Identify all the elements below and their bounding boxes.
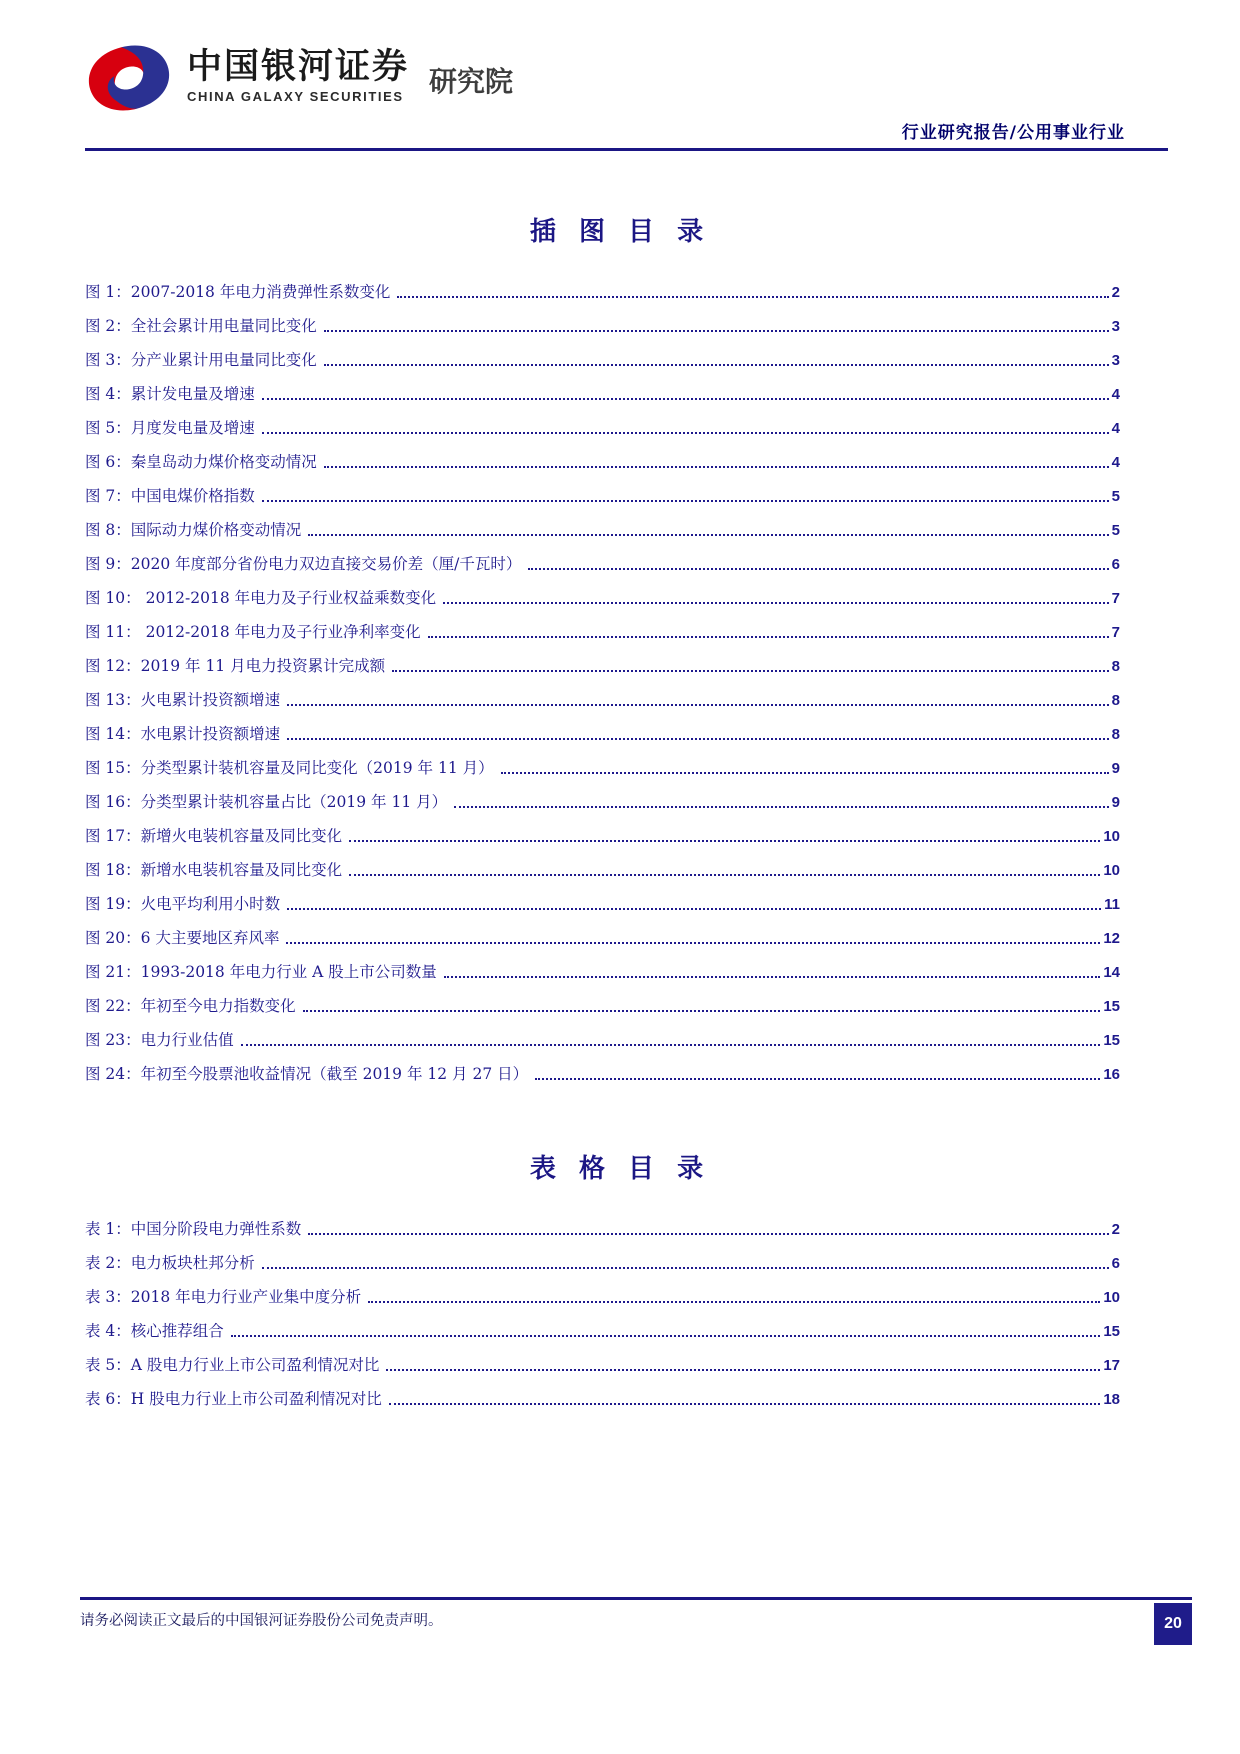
toc-entry-label: 图 1：2007-2018 年电力消费弹性系数变化	[85, 283, 391, 302]
toc-leader-dots	[392, 670, 1109, 672]
toc-entry[interactable]	[85, 812, 1120, 846]
toc-leader-dots	[368, 1301, 1100, 1303]
toc-entry-page: 15	[1103, 1032, 1120, 1049]
page-footer	[80, 1597, 1192, 1645]
toc-entry-label: 图 6：秦皇岛动力煤价格变动情况	[85, 453, 317, 472]
toc-entry-page: 4	[1111, 386, 1120, 403]
toc-entry-page: 7	[1111, 590, 1120, 607]
toc-leader-dots	[349, 840, 1100, 842]
toc-entry-page: 5	[1111, 488, 1120, 505]
report-type-label: 行业研究报告/公用事业行业	[901, 123, 1125, 143]
toc-entry-page: 11	[1104, 896, 1120, 913]
toc-entry[interactable]	[85, 438, 1120, 472]
toc-entry-page: 16	[1103, 1066, 1120, 1083]
toc-entry-page: 4	[1111, 420, 1120, 437]
toc-entry[interactable]	[85, 846, 1120, 880]
toc-entry-page: 5	[1111, 522, 1120, 539]
toc-entry-page: 18	[1103, 1391, 1120, 1408]
toc-entry-page: 10	[1103, 862, 1120, 879]
toc-entry-page: 9	[1111, 794, 1120, 811]
toc-leader-dots	[528, 568, 1108, 570]
toc-leader-dots	[324, 466, 1109, 468]
toc-entry-page: 2	[1111, 284, 1120, 301]
toc-entry-label: 图 17：新增火电装机容量及同比变化	[85, 827, 343, 846]
toc-entry-page: 8	[1111, 726, 1120, 743]
toc-entry-label: 表 3：2018 年电力行业产业集中度分析	[85, 1288, 362, 1307]
toc-leader-dots	[262, 500, 1109, 502]
toc-entry-label: 图 24：年初至今股票池收益情况（截至 2019 年 12 月 27 日）	[85, 1065, 529, 1084]
page-header	[0, 0, 1240, 151]
toc-entry[interactable]	[85, 914, 1120, 948]
toc-entry-label: 图 7：中国电煤价格指数	[85, 487, 255, 506]
toc-leader-dots	[231, 1335, 1101, 1337]
brand-suffix: 研究院	[429, 66, 514, 97]
toc-entry[interactable]	[85, 540, 1120, 574]
toc-entry-page: 3	[1111, 318, 1120, 335]
toc-entry[interactable]	[85, 336, 1120, 370]
toc-entry[interactable]	[85, 370, 1120, 404]
toc-leader-dots	[308, 1233, 1108, 1235]
toc-entry-label: 图 22：年初至今电力指数变化	[85, 997, 296, 1016]
toc-entry-page: 9	[1111, 760, 1120, 777]
toc-entry-label: 图 13：火电累计投资额增速	[85, 691, 281, 710]
toc-entry[interactable]	[85, 302, 1120, 336]
toc-entry-page: 7	[1111, 624, 1120, 641]
brand	[85, 42, 1168, 118]
toc-entry[interactable]	[85, 1307, 1120, 1341]
toc-leader-dots	[303, 1010, 1101, 1012]
toc-leader-dots	[386, 1369, 1100, 1371]
toc-leader-dots	[287, 738, 1109, 740]
toc-entry[interactable]	[85, 744, 1120, 778]
toc-entry-page: 8	[1111, 692, 1120, 709]
toc-entry-label: 图 18：新增水电装机容量及同比变化	[85, 861, 343, 880]
toc-leader-dots	[349, 874, 1100, 876]
toc-entry[interactable]	[85, 472, 1120, 506]
toc-leader-dots	[535, 1078, 1100, 1080]
toc-entry-label: 图 20：6 大主要地区弃风率	[85, 929, 280, 948]
toc-entry-page: 12	[1103, 930, 1120, 947]
toc-leader-dots	[428, 636, 1109, 638]
toc-leader-dots	[324, 364, 1109, 366]
toc-entry-label: 图 2：全社会累计用电量同比变化	[85, 317, 317, 336]
toc-entry[interactable]	[85, 1375, 1120, 1409]
toc-entry[interactable]	[85, 982, 1120, 1016]
toc-entry[interactable]	[85, 574, 1120, 608]
toc-entry[interactable]	[85, 880, 1120, 914]
toc-entry[interactable]	[85, 676, 1120, 710]
tables-toc-list	[85, 1205, 1120, 1409]
toc-leader-dots	[262, 398, 1109, 400]
toc-entry-label: 表 1：中国分阶段电力弹性系数	[85, 1220, 302, 1239]
toc-entry-label: 图 5：月度发电量及增速	[85, 419, 255, 438]
toc-entry-page: 6	[1111, 556, 1120, 573]
toc-entry[interactable]	[85, 778, 1120, 812]
toc-leader-dots	[308, 534, 1108, 536]
toc-entry-label: 图 3：分产业累计用电量同比变化	[85, 351, 317, 370]
toc-entry-label: 图 19：火电平均利用小时数	[85, 895, 281, 914]
toc-leader-dots	[454, 806, 1109, 808]
toc-entry-page: 6	[1111, 1255, 1120, 1272]
toc-entry-label: 图 16：分类型累计装机容量占比（2019 年 11 月）	[85, 793, 448, 812]
toc-leader-dots	[444, 976, 1101, 978]
toc-entry-label: 图 11： 2012-2018 年电力及子行业净利率变化	[85, 623, 421, 642]
toc-entry-page: 8	[1111, 658, 1120, 675]
toc-entry-label: 图 12：2019 年 11 月电力投资累计完成额	[85, 657, 386, 676]
figures-toc-list	[85, 268, 1120, 1084]
toc-entry-page: 3	[1111, 352, 1120, 369]
toc-entry-label: 图 14：水电累计投资额增速	[85, 725, 281, 744]
toc-entry-label: 图 15：分类型累计装机容量及同比变化（2019 年 11 月）	[85, 759, 494, 778]
toc-entry[interactable]	[85, 1205, 1120, 1239]
toc-leader-dots	[287, 704, 1109, 706]
toc-entry[interactable]	[85, 608, 1120, 642]
toc-leader-dots	[389, 1403, 1101, 1405]
toc-entry-page: 10	[1103, 828, 1120, 845]
toc-leader-dots	[501, 772, 1109, 774]
toc-entry[interactable]	[85, 404, 1120, 438]
toc-entry-label: 图 10： 2012-2018 年电力及子行业权益乘数变化	[85, 589, 437, 608]
toc-entry-label: 图 23：电力行业估值	[85, 1031, 234, 1050]
toc-entry-label: 图 9：2020 年度部分省份电力双边直接交易价差（厘/千瓦时）	[85, 555, 522, 574]
toc-entry-page: 4	[1111, 454, 1120, 471]
toc-entry-page: 2	[1111, 1221, 1120, 1238]
toc-entry-label: 表 5：A 股电力行业上市公司盈利情况对比	[85, 1356, 380, 1375]
page-number-badge: 20	[1154, 1603, 1192, 1645]
toc-leader-dots	[286, 942, 1100, 944]
toc-entry[interactable]	[85, 642, 1120, 676]
tables-toc-title: 表 格 目 录	[529, 1154, 711, 1184]
toc-entry-page: 14	[1103, 964, 1120, 981]
toc-entry-label: 图 4：累计发电量及增速	[85, 385, 255, 404]
toc-entry-label: 表 2：电力板块杜邦分析	[85, 1254, 255, 1273]
toc-leader-dots	[262, 1267, 1109, 1269]
header-divider	[85, 148, 1168, 151]
toc-entry[interactable]	[85, 1341, 1120, 1375]
galaxy-swirl-icon	[85, 44, 173, 112]
brand-text	[187, 48, 409, 104]
toc-entry-page: 10	[1103, 1289, 1120, 1306]
toc-leader-dots	[241, 1044, 1101, 1046]
toc-entry[interactable]	[85, 948, 1120, 982]
toc-entry[interactable]	[85, 1239, 1120, 1273]
toc-leader-dots	[397, 296, 1108, 298]
toc-entry[interactable]	[85, 268, 1120, 302]
toc-leader-dots	[262, 432, 1109, 434]
toc-entry-page: 17	[1103, 1357, 1120, 1374]
toc-leader-dots	[324, 330, 1109, 332]
toc-entry[interactable]	[85, 1016, 1120, 1050]
toc-entry-label: 图 8：国际动力煤价格变动情况	[85, 521, 302, 540]
brand-name-cn: 中国银河证券	[187, 47, 410, 86]
toc-leader-dots	[287, 908, 1101, 910]
toc-entry[interactable]	[85, 1050, 1120, 1084]
brand-name-en: CHINA GALAXY SECURITIES	[187, 88, 404, 104]
toc-entry[interactable]	[85, 506, 1120, 540]
toc-entry-page: 15	[1103, 998, 1120, 1015]
toc-entry-page: 15	[1103, 1323, 1120, 1340]
disclaimer-text: 请务必阅读正文最后的中国银河证券股份公司免责声明。	[80, 1613, 443, 1629]
toc-entry-label: 表 6：H 股电力行业上市公司盈利情况对比	[85, 1390, 382, 1409]
toc-leader-dots	[443, 602, 1109, 604]
toc-entry-label: 表 4：核心推荐组合	[85, 1322, 224, 1341]
figures-toc-title: 插 图 目 录	[529, 217, 711, 247]
toc-entry-label: 图 21：1993-2018 年电力行业 A 股上市公司数量	[85, 963, 437, 982]
toc-entry[interactable]	[85, 1273, 1120, 1307]
toc-entry[interactable]	[85, 710, 1120, 744]
